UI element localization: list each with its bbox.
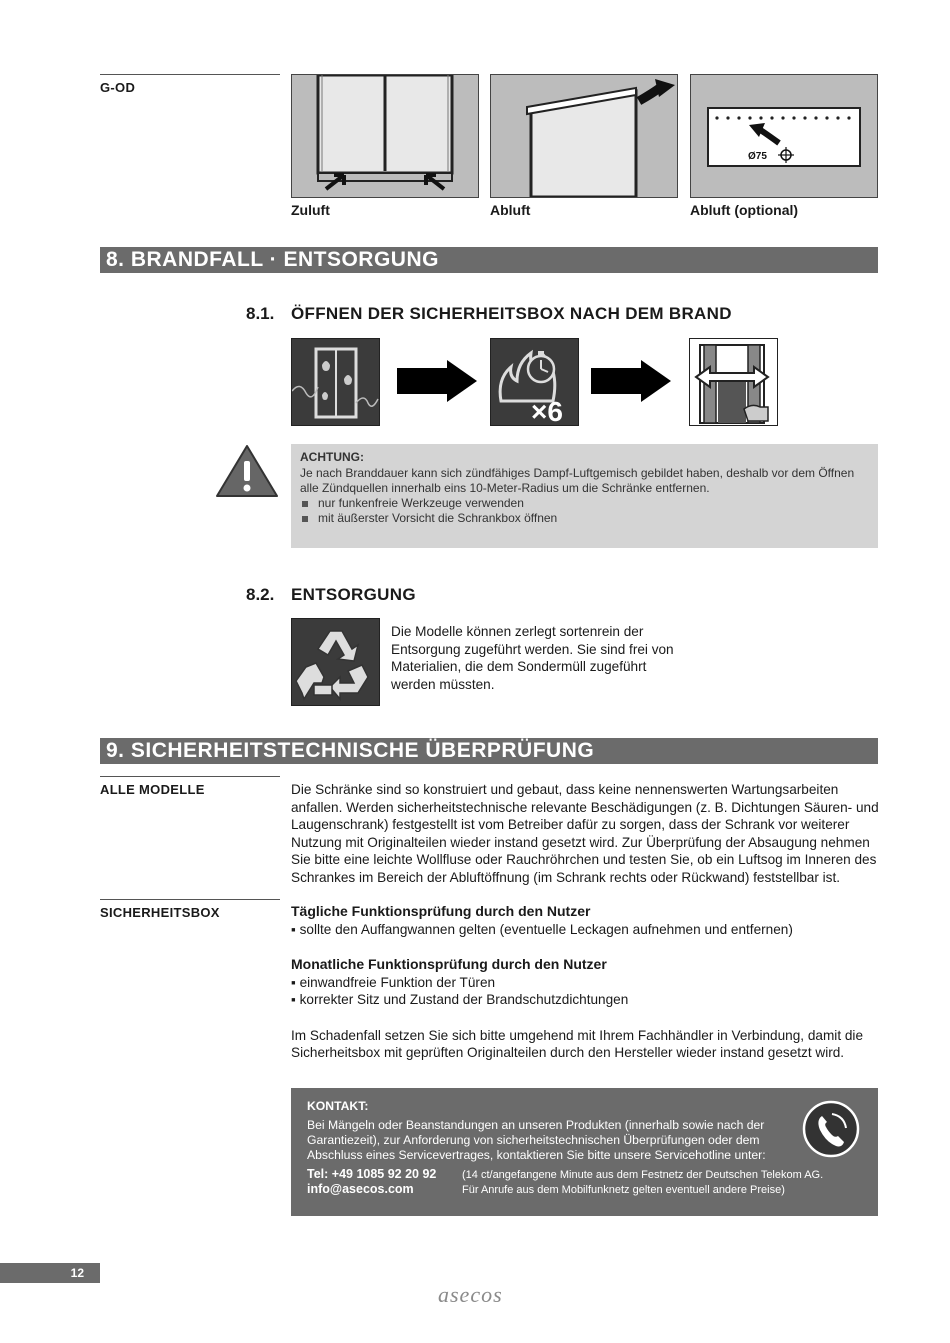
cabinet-zuluft-icon <box>291 74 479 198</box>
diameter-label: Ø75 <box>748 151 767 162</box>
warning-list <box>300 496 869 526</box>
god-label: G-OD <box>100 80 136 95</box>
ceiling-abluft-icon <box>690 74 878 198</box>
entsorgung-text: Die Modelle können zerlegt sortenrein der Entsorgung zugeführt werden. Sie sind frei von Materialien, die dem Sondermüll zugeführt werden müssten. <box>391 624 674 692</box>
contact-phone[interactable]: Tel: +49 1085 92 20 92 <box>307 1167 437 1181</box>
sub-8-2-title: ENTSORGUNG <box>291 585 416 604</box>
damage-text: Im Schadenfall setzen Sie sich bitte umgehend mit Ihrem Fachhändler in Verbindung, damit die Sicherheitsbox mit geprüften Originalteilen durch den Hersteller wieder instand gesetzt wird. <box>291 1027 864 1060</box>
cabinet-abluft-icon <box>490 74 678 198</box>
phone-icon <box>802 1100 860 1162</box>
warning-text: Je nach Branddauer kann sich zündfähiges Dampf-Luftgemisch gebildet haben, deshalb vor dem Öffnen alle Zündquellen innerhalb eins 10-Meter-Radius um die Schränke entfernen. <box>300 466 855 495</box>
caption-abluft: Abluft <box>490 202 531 218</box>
sub-8-1-title: ÖFFNEN DER SICHERHEITSBOX NACH DEM BRAND <box>291 304 732 323</box>
caption-abluft-optional: Abluft (optional) <box>690 202 799 218</box>
caption-zuluft: Zuluft <box>291 202 330 218</box>
sicherheitsbox-content <box>291 903 881 1062</box>
contact-note-2: Für Anrufe aus dem Mobilfunknetz gelten eventuell andere Preise) <box>462 1184 785 1196</box>
list-item: ▪ einwandfreie Funktion der Türen <box>291 974 496 990</box>
sicherheitsbox-label: SICHERHEITSBOX <box>100 905 220 920</box>
contact-note-1: (14 ct/angefangene Minute aus dem Festnetz der Deutschen Telekom AG. <box>462 1169 824 1181</box>
contact-details <box>307 1167 862 1199</box>
page-number: 12 <box>0 1263 100 1283</box>
list-item: ▪ sollte den Auffangwannen gelten (eventuelle Leckagen aufnehmen und entfernen) <box>291 921 793 937</box>
section-8-title: 8. BRANDFALL · ENTSORGUNG <box>100 247 878 273</box>
sub-8-2-number: 8.2. <box>246 585 275 604</box>
arrow-right-icon <box>591 360 671 407</box>
contact-heading: KONTAKT: <box>307 1099 369 1113</box>
list-item: ▪ korrekter Sitz und Zustand der Brandschutzdichtungen <box>291 992 629 1007</box>
sub-8-1-number: 8.1. <box>246 304 275 323</box>
daily-check-title: Tägliche Funktionsprüfung durch den Nutzer <box>291 903 591 919</box>
warning-box <box>291 444 878 548</box>
contact-text: Bei Mängeln oder Beanstandungen an unseren Produkten (innerhalb sowie nach der Garantiezeit), zur Anforderung von sicherheitstechnischen Überprüfungen oder dem Abschluss eines Servicevertrages, kontaktieren Sie bitte unsere Servicehotline unter: <box>307 1118 766 1162</box>
alle-modelle-text: Die Schränke sind so konstruiert und gebaut, dass keine nennenswerten Wartungsarbeiten anfallen. Werden sicherheitstechnische relevante Beschädigungen (z. B. Dichtungen Säuren- und Laugenschrank) festgestellt ist vom Betreiber dafür zu sorgen, dass der Schrank vor weiterer Nutzung mit Originalteilen wieder instand gesetzt wird. Zur Überprüfung der Absaugung nehmen Sie bitte eine leichte Wollfluse oder Rauchröhrchen und testen Sie, ob ein Luftsog im Inneren des Schrankes im Bereich der Abluftöffnung (im Schrank rechts oder Rückwand) feststellbar ist. <box>291 782 879 885</box>
arrow-right-icon <box>397 360 477 407</box>
side-rule <box>100 899 280 900</box>
multiplier-label: ×6 <box>531 396 563 425</box>
list-item: mit äußerster Vorsicht die Schrankbox öffnen <box>300 511 869 526</box>
recycle-icon <box>291 618 380 706</box>
alle-modelle-label: ALLE MODELLE <box>100 782 205 797</box>
list-item: nur funkenfreie Werkzeuge verwenden <box>300 496 869 511</box>
warning-heading: ACHTUNG: <box>300 450 364 464</box>
side-rule <box>100 776 280 777</box>
brand-logo: asecos <box>438 1282 503 1307</box>
contact-email[interactable]: info@asecos.com <box>307 1182 414 1196</box>
warning-icon <box>214 443 280 504</box>
open-cabinet-icon <box>689 338 778 426</box>
section-9-title: 9. SICHERHEITSTECHNISCHE ÜBERPRÜFUNG <box>100 738 878 764</box>
wet-cabinet-icon <box>291 338 380 426</box>
contact-box <box>291 1088 878 1216</box>
monthly-check-title: Monatliche Funktionsprüfung durch den Nutzer <box>291 956 607 972</box>
side-rule <box>100 74 280 75</box>
fire-timer-icon <box>490 338 579 426</box>
